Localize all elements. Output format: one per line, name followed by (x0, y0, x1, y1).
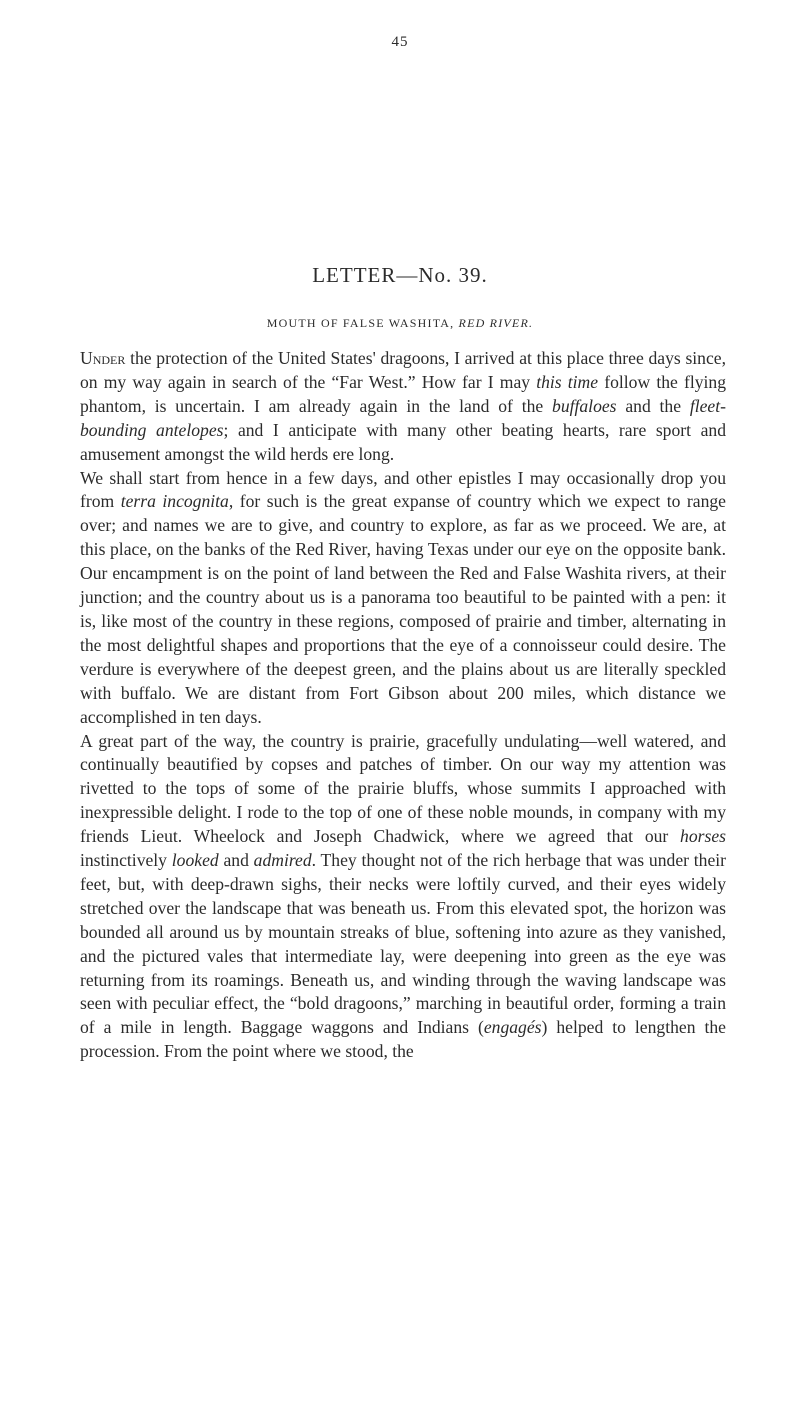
page-number: 45 (391, 34, 409, 50)
italic-run: looked (171, 850, 219, 871)
italic-run: engagés (483, 1017, 542, 1038)
text-run: . They thought not of the rich herbage that was under their feet, but, with deep-drawn sighs, their necks were loftily curved, and their eyes widely stretched over the landscape that was beneath us. From this elevated spot, the horizon was bounded all around us by mountain streaks of blue, softening into azure as they vanished, and the pictured vales that intermediate lay, were deepening into green as the eye was returning from its roamings. Beneath us, and winding through the waving landscape was seen with peculiar effect, the “bold dragoons,” marching in beautiful order, forming a train of a mile in length. Baggage waggons and Indians ( (80, 850, 727, 1038)
text-run: A great part of the way, the country is prairie, gracefully undulating—well watered, and continually beautified by copses and patches of timber. On our way my attention was rivetted to the tops of some of the prairie bluffs, whose summits I approached with inexpressible delight. I rode to the top of one of these noble mounds, in company with my friends Lieut. Wheelock and Joseph Chadwick, where we agreed that our (80, 730, 726, 847)
paragraph (80, 730, 726, 1065)
letter-body (80, 347, 726, 1064)
place-river: RED RIVER. (458, 316, 534, 330)
text-run: ; and I anticipate with many other beating hearts, rare sport and amusement amongst the wild herds ere long. (80, 419, 726, 464)
text-run: and the (616, 395, 690, 416)
place-line (0, 316, 800, 331)
text-run: instinctively (80, 850, 172, 871)
place-name: MOUTH OF FALSE WASHITA, (266, 316, 455, 330)
italic-run: this time (536, 371, 599, 392)
text-run: the protection of the United States' dragoons, I arrived at this place three days since, on my way again in search of the “Far West.” How far I may (80, 348, 726, 392)
text-run: ) helped to lengthen the procession. From the point where we stood, the (80, 1017, 726, 1062)
text-run: follow the flying phantom, is uncertain. I am already again in the land of the (80, 371, 726, 416)
text-run: and (218, 850, 254, 871)
paragraph (80, 467, 726, 730)
italic-run: terra incognita (120, 491, 229, 512)
italic-run: fleet-bounding antelopes (80, 395, 726, 440)
italic-run: admired (253, 850, 312, 871)
italic-run: buffaloes (552, 395, 617, 416)
text-run: , for such is the great expanse of country which we expect to range over; and names we are to give, and country to explore, as far as we proceed. We are, at this place, on the banks of the Red River, having Texas under our eye on the opposite bank. Our encampment is on the point of land between the Red and False Washita rivers, at their junction; and the country about us is a panorama too beautiful to be painted with a pen: it is, like most of the country in these regions, composed of prairie and timber, alternating in the most delightful shapes and proportions that the eye of a connoisseur could desire. The verdure is everywhere of the deepest green, and the plains about us are literally speckled with buffalo. We are distant from Fort Gibson about 200 miles, which distance we accomplished in ten days. (80, 491, 726, 727)
text-run: We shall start from hence in a few days, and other epistles I may occasionally drop you from (80, 467, 726, 512)
italic-run: horses (680, 826, 726, 847)
drop-word: Under (80, 348, 126, 368)
paragraph (80, 347, 726, 467)
letter-title: LETTER—No. 39. (312, 263, 488, 287)
